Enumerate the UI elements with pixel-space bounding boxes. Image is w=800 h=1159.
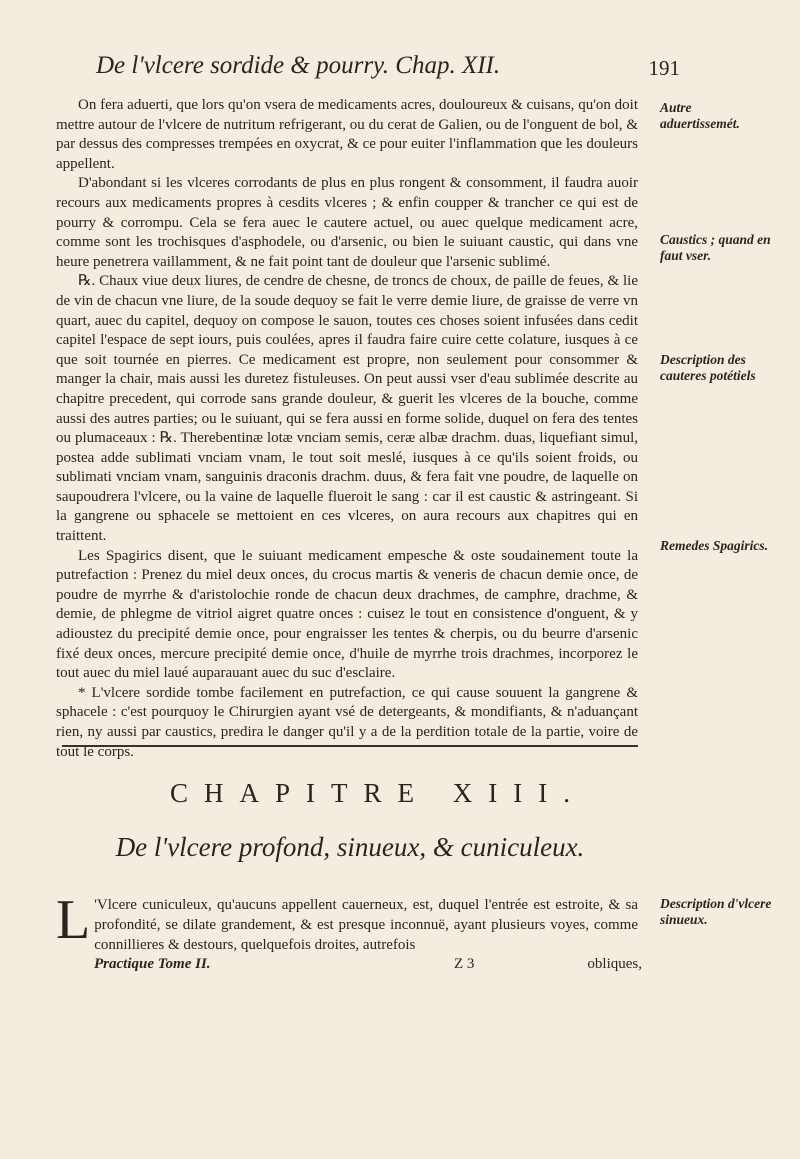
catchword: obliques, bbox=[587, 956, 642, 972]
drop-cap: L bbox=[56, 889, 91, 951]
paragraph: ℞. Chaux viue deux liures, de cendre de chesne, de troncs de choux, de paille de feues, & lie de vin de chacun vne liure, de la soude dequoy se fait le verre demie liure, de graisse de verre vn quart, auec du capitel, dequoy on compose le sauon, toutes ces choses soient infusées dans cedit capitel l'espace de sept iours, puis coulées, apres il faudra faire cuire cette colature, iusques à ce que soit tournée en pierres. Ce medicament est propre, non seulement pour consommer & manger la chair, mais aussi les duretez fistuleuses. On peut aussi vser d'eau sublimée descrite au chapitre precedent, qui corrode sans grande douleur, & guerit les vlceres de la bouche, comme aussi des autres parties; ou le suiuant, qui se fera aussi en forme solide, duquel on fera des tentes ou plumaceaux : ℞. Therebentinæ lotæ vnciam semis, ceræ albæ drachm. duas, liquefiant simul, postea adde sublimati vnciam vnam, le tout soit meslé, iusques à ce qu'ils soient froids, ou sublimati vnciam vnam, sanguinis draconis drachm. duus, & fera fait vne poudre, de laquelle on saupoudrera l'vlcere, ou la vaine de laquelle flueroit le sang : car il est caustic & astringeant. Si la gangrene ou sphacele se mettoient en ces vlceres, on aura recours aux chapitres qui en traittent. bbox=[56, 273, 638, 545]
body-text bbox=[56, 96, 638, 762]
margin-note: Caustics ; quand en faut vser. bbox=[660, 232, 771, 263]
chapter-paragraph bbox=[56, 889, 638, 955]
chapter-body bbox=[56, 889, 638, 955]
margin-note: Description d'vlcere sinueux. bbox=[660, 896, 772, 927]
running-title: De l'vlcere sordide & pourry. Chap. XII. bbox=[96, 52, 501, 79]
paragraph: On fera aduerti, que lors qu'on vsera de medicaments acres, douloureux & cuisans, qu'on doit mettre autour de l'vlcere de nutritum refrigerant, ou du cerat de Galien, ou de l'onguent de bol, & par dessus des compresses trempées en oxycrat, & ce pour euiter l'inflammation que les douleurs appellent. bbox=[56, 97, 638, 172]
gathering-mark: Z 3 bbox=[454, 956, 475, 972]
chapter-label: CHAPITRE XIII. bbox=[170, 778, 586, 808]
paragraph: * L'vlcere sordide tombe facilement en putrefaction, ce qui cause souuent la gangrene & sphacele : c'est pourquoy le Chirurgien ayant vsé de detergeants, & mondifiants, & n'aduançant rien, ny aussi par caustics, predira le danger qu'il y a de la perdition totale de la partie, voire de tout le corps. bbox=[56, 684, 638, 760]
margin-note: Description des cauteres potétiels bbox=[660, 352, 756, 383]
chapter-title: De l'vlcere profond, sinueux, & cuniculeux. bbox=[115, 832, 585, 862]
paragraph: Les Spagirics disent, que le suiuant medicament empesche & oste soudainement toute la putrefaction : Prenez du miel deux onces, du crocus martis & veneris de chacun demie once, de poudre de myrrhe & d'aristolochie ronde de chacun deux drachmes, de camphre, drachme, & demie, de phlegme de vitriol aigret quatre onces : cuisez le tout en consistence d'onguent, & y adioustez du precipité demie once, pour engraisser les tentes & cherpis, ou du beurre d'arsenic fixé deux onces, mercure precipité demie once, d'huile de myrrhe trois drachmes, incorporez le tout auec du miel laué auparauant auec du suc d'esclaire. bbox=[56, 547, 638, 682]
paragraph: D'abondant si les vlceres corrodants de plus en plus rongent & consomment, il faudra auoir recours aux medicaments propres à cesdits vlceres ; & enfin coupper & trancher ce qui est de pourry & corrompu. Cela se fera auec le cautere actuel, ou auec quelque medicament acre, comme sont les trochisques d'asphodele, ou d'arsenic, ou bien le suiuant caustic, qui dans vne heure penetrera vaillamment, & ne fait point tant de douleur que l'arsenic sublimé. bbox=[56, 175, 638, 270]
page-number: 191 bbox=[648, 56, 680, 80]
page-header bbox=[96, 52, 680, 88]
margin-note: Autre aduertissemét. bbox=[660, 100, 740, 131]
margin-note: Remedes Spagirics. bbox=[660, 538, 768, 553]
section-divider bbox=[62, 745, 638, 747]
chapter-text: 'Vlcere cuniculeux, qu'aucuns appellent cauerneux, est, duquel l'entrée est estroite, & sa profondité, se dilate grandement, & est presque inconnuë, ayant plusieurs voyes, comme connillieres & destours, quelquefois droites, autrefois bbox=[94, 897, 638, 953]
volume-signature: Practique Tome II. bbox=[94, 956, 211, 972]
